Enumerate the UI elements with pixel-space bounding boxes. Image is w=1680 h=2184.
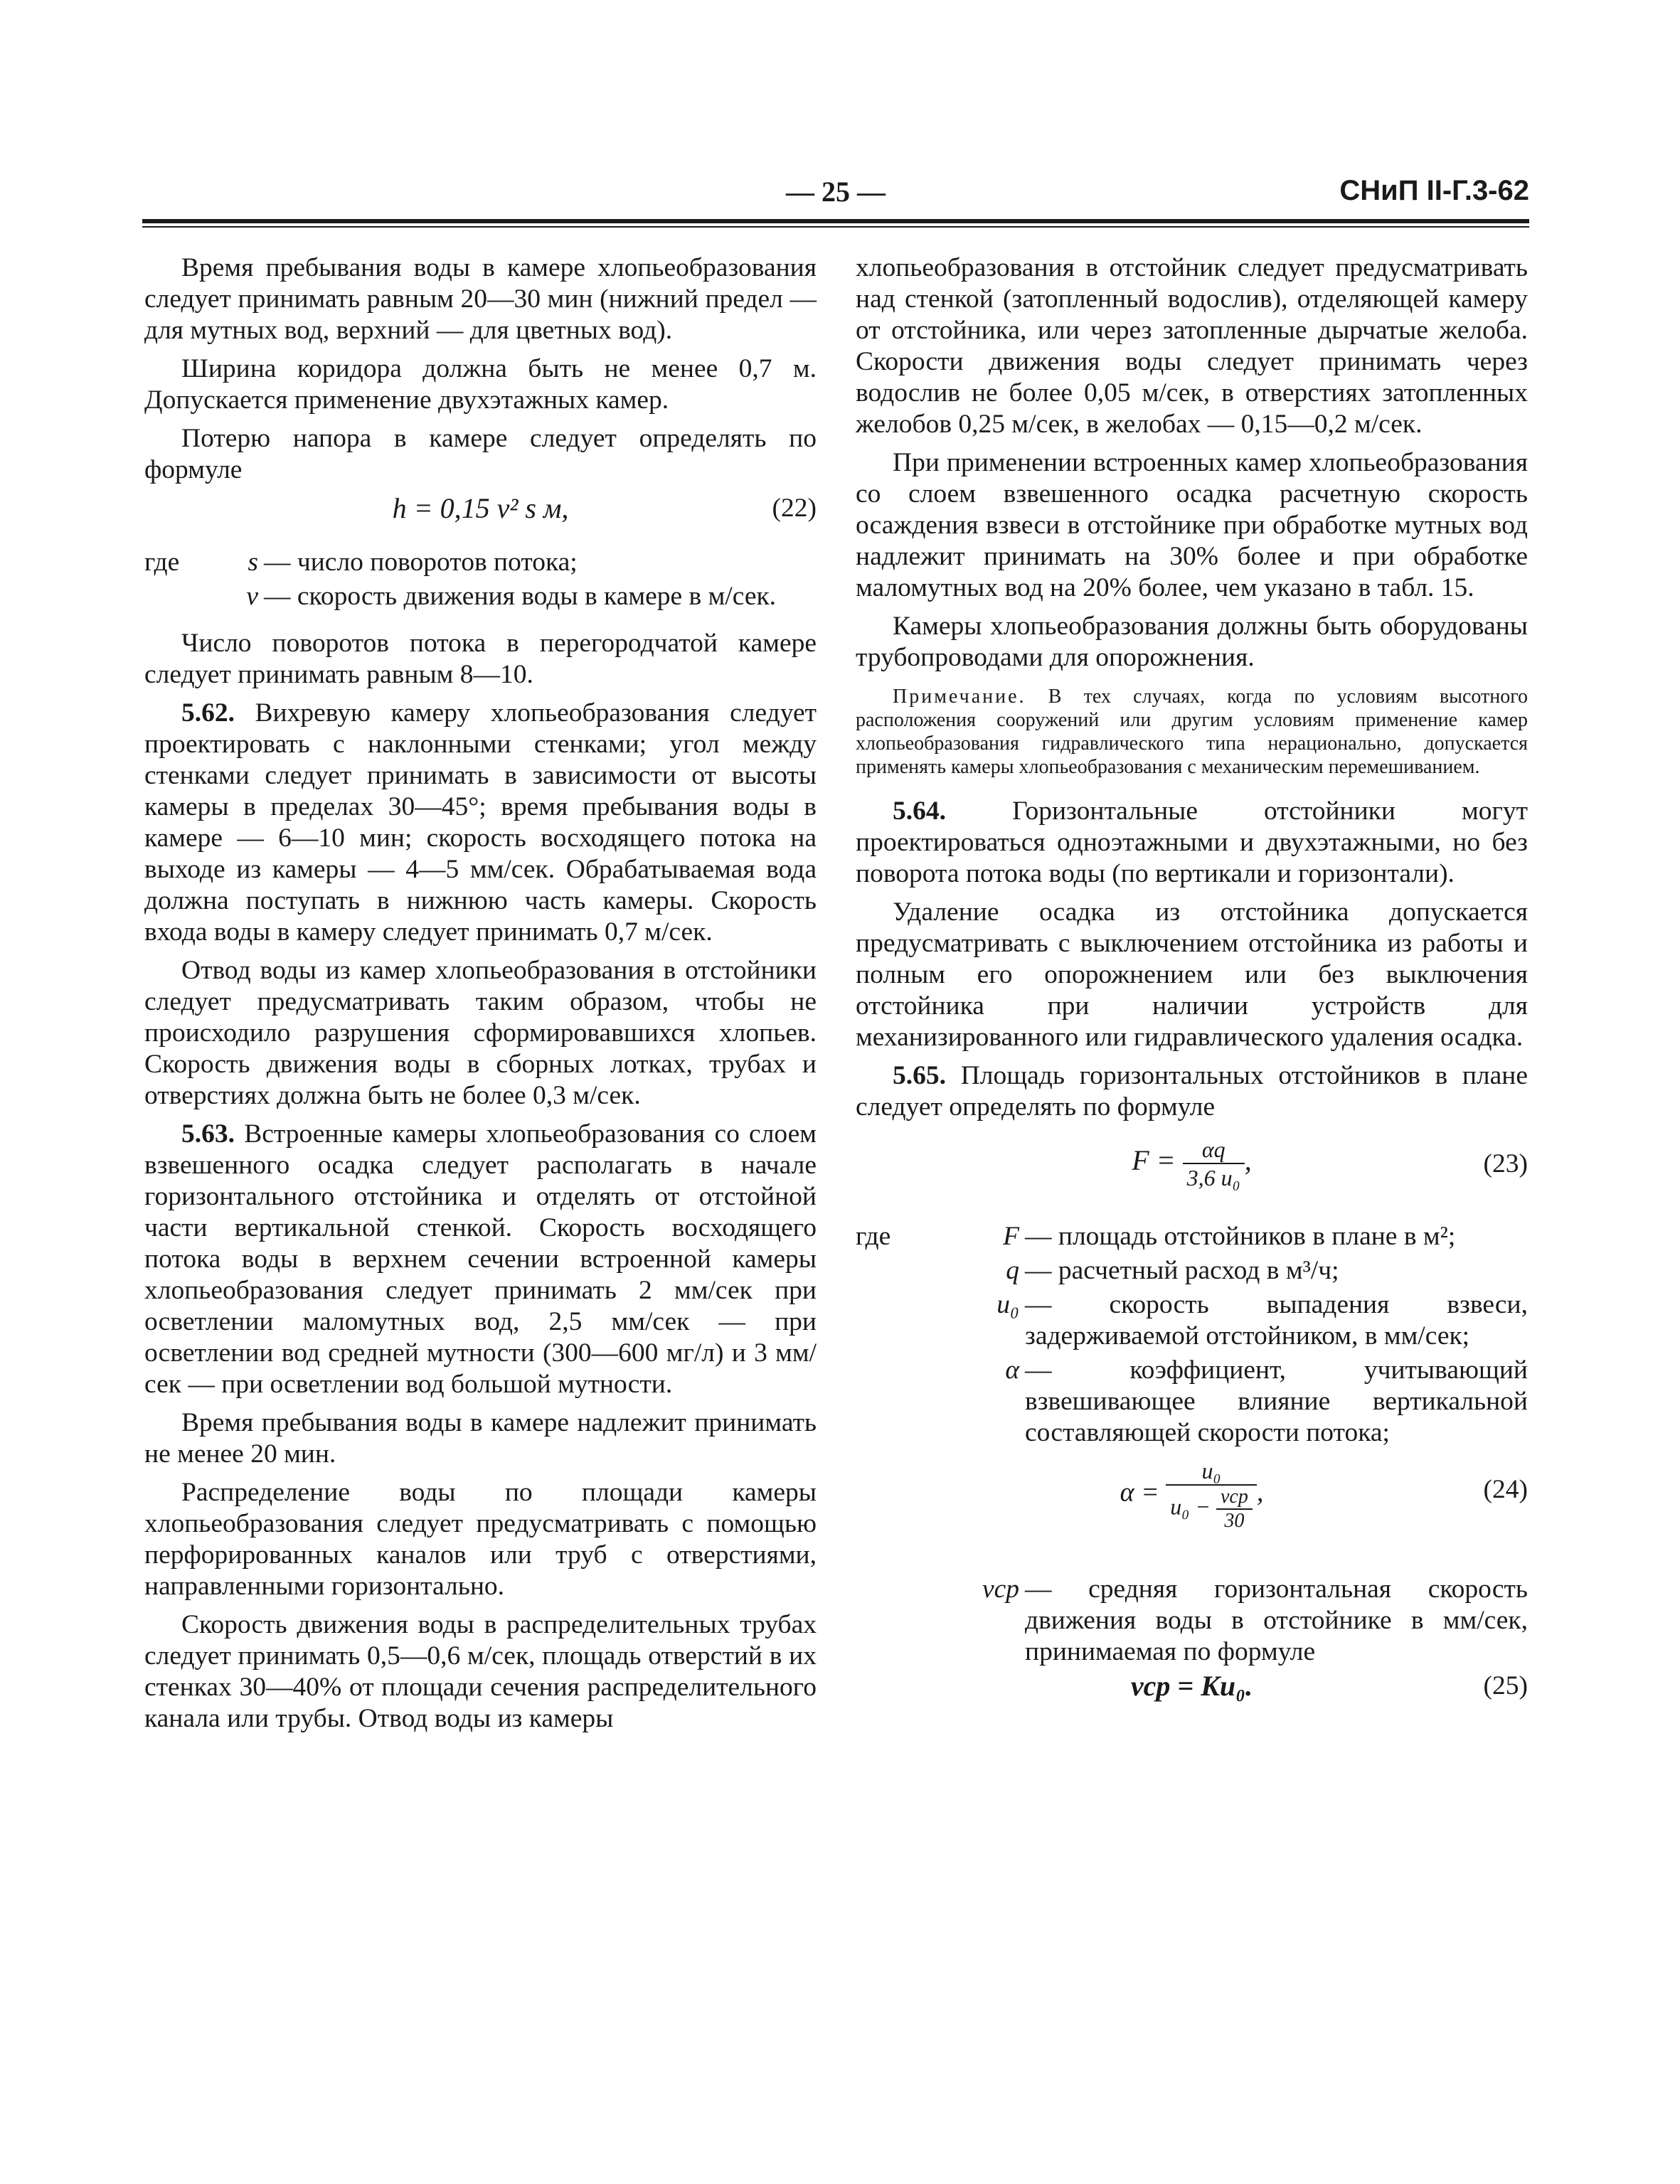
- symbol: q: [1006, 1256, 1019, 1285]
- inner-fraction: $\frac{\text{vср}}{30}$: [1216, 1486, 1253, 1533]
- clause-text: Горизонтальные отстойники могут проектироваться одноэтажными и двухэтажными, но без поворота потока воды (по вертикали и горизонтали).: [856, 797, 1529, 888]
- left-column: [144, 252, 817, 1742]
- paragraph: Потерю напора в камере следует определять по формуле: [144, 424, 817, 484]
- right-column: [856, 252, 1528, 1709]
- clause-number: 5.64.: [893, 797, 946, 826]
- definition: — средняя горизонтальная скорость движения воды в отстойнике в мм/сек, принимаемая по формуле: [1025, 1575, 1528, 1666]
- denominator: u₀ − $\frac{\text{vср}}{30}$: [1166, 1486, 1257, 1533]
- formula-23-number: (23): [1483, 1149, 1528, 1178]
- formula-24-fraction: [1166, 1457, 1257, 1533]
- symbol: v: [246, 582, 258, 611]
- paragraph: При применении встроенных камер хлопьеобразования со слоем взвешенного осадка расчетную скорость осаждения взвеси в отстойнике при обработке мутных вод надлежит принимать на 30% более и при обработке маломутных вод на 20% более, чем указано в табл. 15.: [856, 448, 1528, 602]
- numerator: u₀: [1166, 1457, 1257, 1486]
- paragraph: Ширина коридора должна быть не менее 0,7 м. Допускается применение двухэтажных камер.: [144, 354, 817, 415]
- formula-24: α = u₀ u₀ − $\frac{\text{vср}}{30}$ , (24): [1120, 1458, 1528, 1532]
- where-label: где: [856, 1222, 891, 1251]
- formula-23: F = $\frac{\alpha q}{\text{3,6 u₀}}$ , (23): [1132, 1136, 1528, 1190]
- symbol: α: [1005, 1355, 1019, 1385]
- page-number: — 25 —: [786, 176, 886, 208]
- symbol: F: [1003, 1222, 1019, 1251]
- formula-22: [144, 493, 817, 537]
- symbol: u₀: [996, 1290, 1019, 1319]
- paragraph: Время пребывания воды в камере хлопьеобразования следует принимать равным 20—30 мин (нижний предел — для мутных вод, верхний — для цветных вод).: [144, 253, 817, 345]
- clause-text: Встроенные камеры хлопьеобразования со слоем взвешенного осадка следует располагать в начале горизонтального отстойника и отделять от отстойной части вертикальной стенкой. Скорость восходящего потока воды в верхнем сечении встроенной камеры хлопьеобразования следует принимать 2 мм/сек при осветлении маломутных вод, 2,5 мм/сек — при осветлении вод средней мутности (300—600 мг/л) и 3 мм/сек — при осветлении вод большой мутности.: [144, 1119, 817, 1399]
- paragraph: Распределение воды по площади камеры хлопьеобразования следует предусматривать с помощью перфорированных каналов или труб с отверстиями, направленными горизонтально.: [144, 1478, 817, 1601]
- definition: — скорость выпадения взвеси, задерживаемой отстойником, в мм/сек;: [1025, 1290, 1528, 1351]
- header-rule: [142, 219, 1529, 223]
- note-label: Примечание.: [893, 686, 1026, 708]
- where-item: [856, 1255, 1528, 1287]
- clause-number: 5.63.: [181, 1119, 235, 1149]
- formula-22-expression: h = 0,15 v² s м,: [392, 492, 569, 524]
- clause-text: Вихревую камеру хлопьеобразования следует проектировать с наклонными стенками; угол между стенками следует принимать в зависимости от высоты камеры в пределах 30—45°; время пребывания воды в камере — 6—10 мин; скорость восходящего потока на выходе из камеры — 4—5 мм/сек. Обрабатываемая вода должна поступать в нижнюю часть камеры. Скорость входа воды в камеру следует принимать 0,7 м/сек.: [144, 698, 817, 947]
- definition: — коэффициент, учитывающий взвешивающее влияние вертикальной составляющей скорости потока;: [1025, 1355, 1528, 1447]
- paragraph: Камеры хлопьеобразования должны быть оборудованы трубопроводами для опорожнения.: [856, 612, 1528, 672]
- definition: — скорость движения воды в камере в м/сек.: [264, 582, 777, 611]
- symbol: s: [248, 548, 258, 577]
- clause-number: 5.62.: [181, 698, 235, 728]
- clause-text: Площадь горизонтальных отстойников в плане следует определять по формуле: [856, 1061, 1528, 1122]
- where-item: [856, 1355, 1528, 1449]
- note-text: В тех случаях, когда по условиям высотного расположения сооружений или другим условиям применение камер хлопьеобразования гидравлического типа нерационально, допускается применять камеры хлопьеобразования с механическим перемешиванием.: [856, 686, 1529, 778]
- formula-23-fraction: [1183, 1136, 1245, 1191]
- paragraph: хлопьеобразования в отстойник следует предусматривать над стенкой (затопленный водослив), отделяющей камеру от отстойника, или через затопленные дырчатые желоба. Скорости движения воды следует принимать через водослив не более 0,05 м/сек, в отверстиях затопленных желобов 0,25 м/сек, в желобах — 0,15—0,2 м/сек.: [856, 253, 1528, 439]
- symbol: vср: [982, 1575, 1019, 1604]
- standard-code: СНиП II-Г.3-62: [1339, 175, 1529, 206]
- definition: — площадь отстойников в плане в м²;: [1025, 1222, 1456, 1251]
- formula-25-expression: vср = Ku₀.: [1130, 1670, 1253, 1702]
- formula-24-number: (24): [1483, 1475, 1528, 1504]
- denominator: 3,6 u₀: [1186, 1165, 1240, 1190]
- definition: — расчетный расход в м³/ч;: [1025, 1256, 1339, 1285]
- clause-5-63: [144, 1119, 817, 1400]
- paragraph: Скорость движения воды в распределительных трубах следует принимать 0,5—0,6 м/сек, площадь отверстий в их стенках 30—40% от площади сечения распределительного канала или трубы. Отвод воды из камеры: [144, 1610, 817, 1733]
- formula-22-number: (22): [772, 494, 817, 523]
- paragraph: Время пребывания воды в камере надлежит принимать не менее 20 мин.: [144, 1408, 817, 1469]
- page-header: [142, 171, 1529, 220]
- definition: — число поворотов потока;: [264, 548, 578, 577]
- formula-23-lhs: F =: [1132, 1144, 1176, 1177]
- formula-25: [856, 1671, 1528, 1709]
- clause-5-65: [856, 1060, 1528, 1123]
- paragraph: Отвод воды из камер хлопьеобразования в отстойники следует предусматривать таким образом, чтобы не происходило разрушения сформировавшихся хлопьев. Скорость движения воды в сборных лотках, трубах и отверстиях должна быть не более 0,3 м/сек.: [144, 956, 817, 1110]
- where-item: [856, 1221, 1528, 1252]
- where-item: [144, 547, 817, 578]
- where-item: [144, 581, 817, 612]
- formula-25-number: (25): [1483, 1671, 1528, 1700]
- where-item: [856, 1574, 1528, 1668]
- paragraph: Число поворотов потока в перегородчатой камере следует принимать равным 8—10.: [144, 629, 817, 689]
- paragraph: Удаление осадка из отстойника допускается предусматривать с выключением отстойника из работы и полным его опорожнением или без выключения отстойника при наличии устройств для механизированного или гидравлического удаления осадка.: [856, 897, 1528, 1052]
- where-label: где: [144, 548, 180, 577]
- formula-24-lhs: α =: [1120, 1477, 1159, 1508]
- clause-5-64: [856, 796, 1528, 890]
- where-item: [856, 1289, 1528, 1352]
- clause-5-62: [144, 698, 817, 948]
- header-rule-thin: [142, 226, 1529, 228]
- numerator: αq: [1183, 1136, 1245, 1164]
- note: [856, 685, 1528, 779]
- clause-number: 5.65.: [893, 1061, 946, 1090]
